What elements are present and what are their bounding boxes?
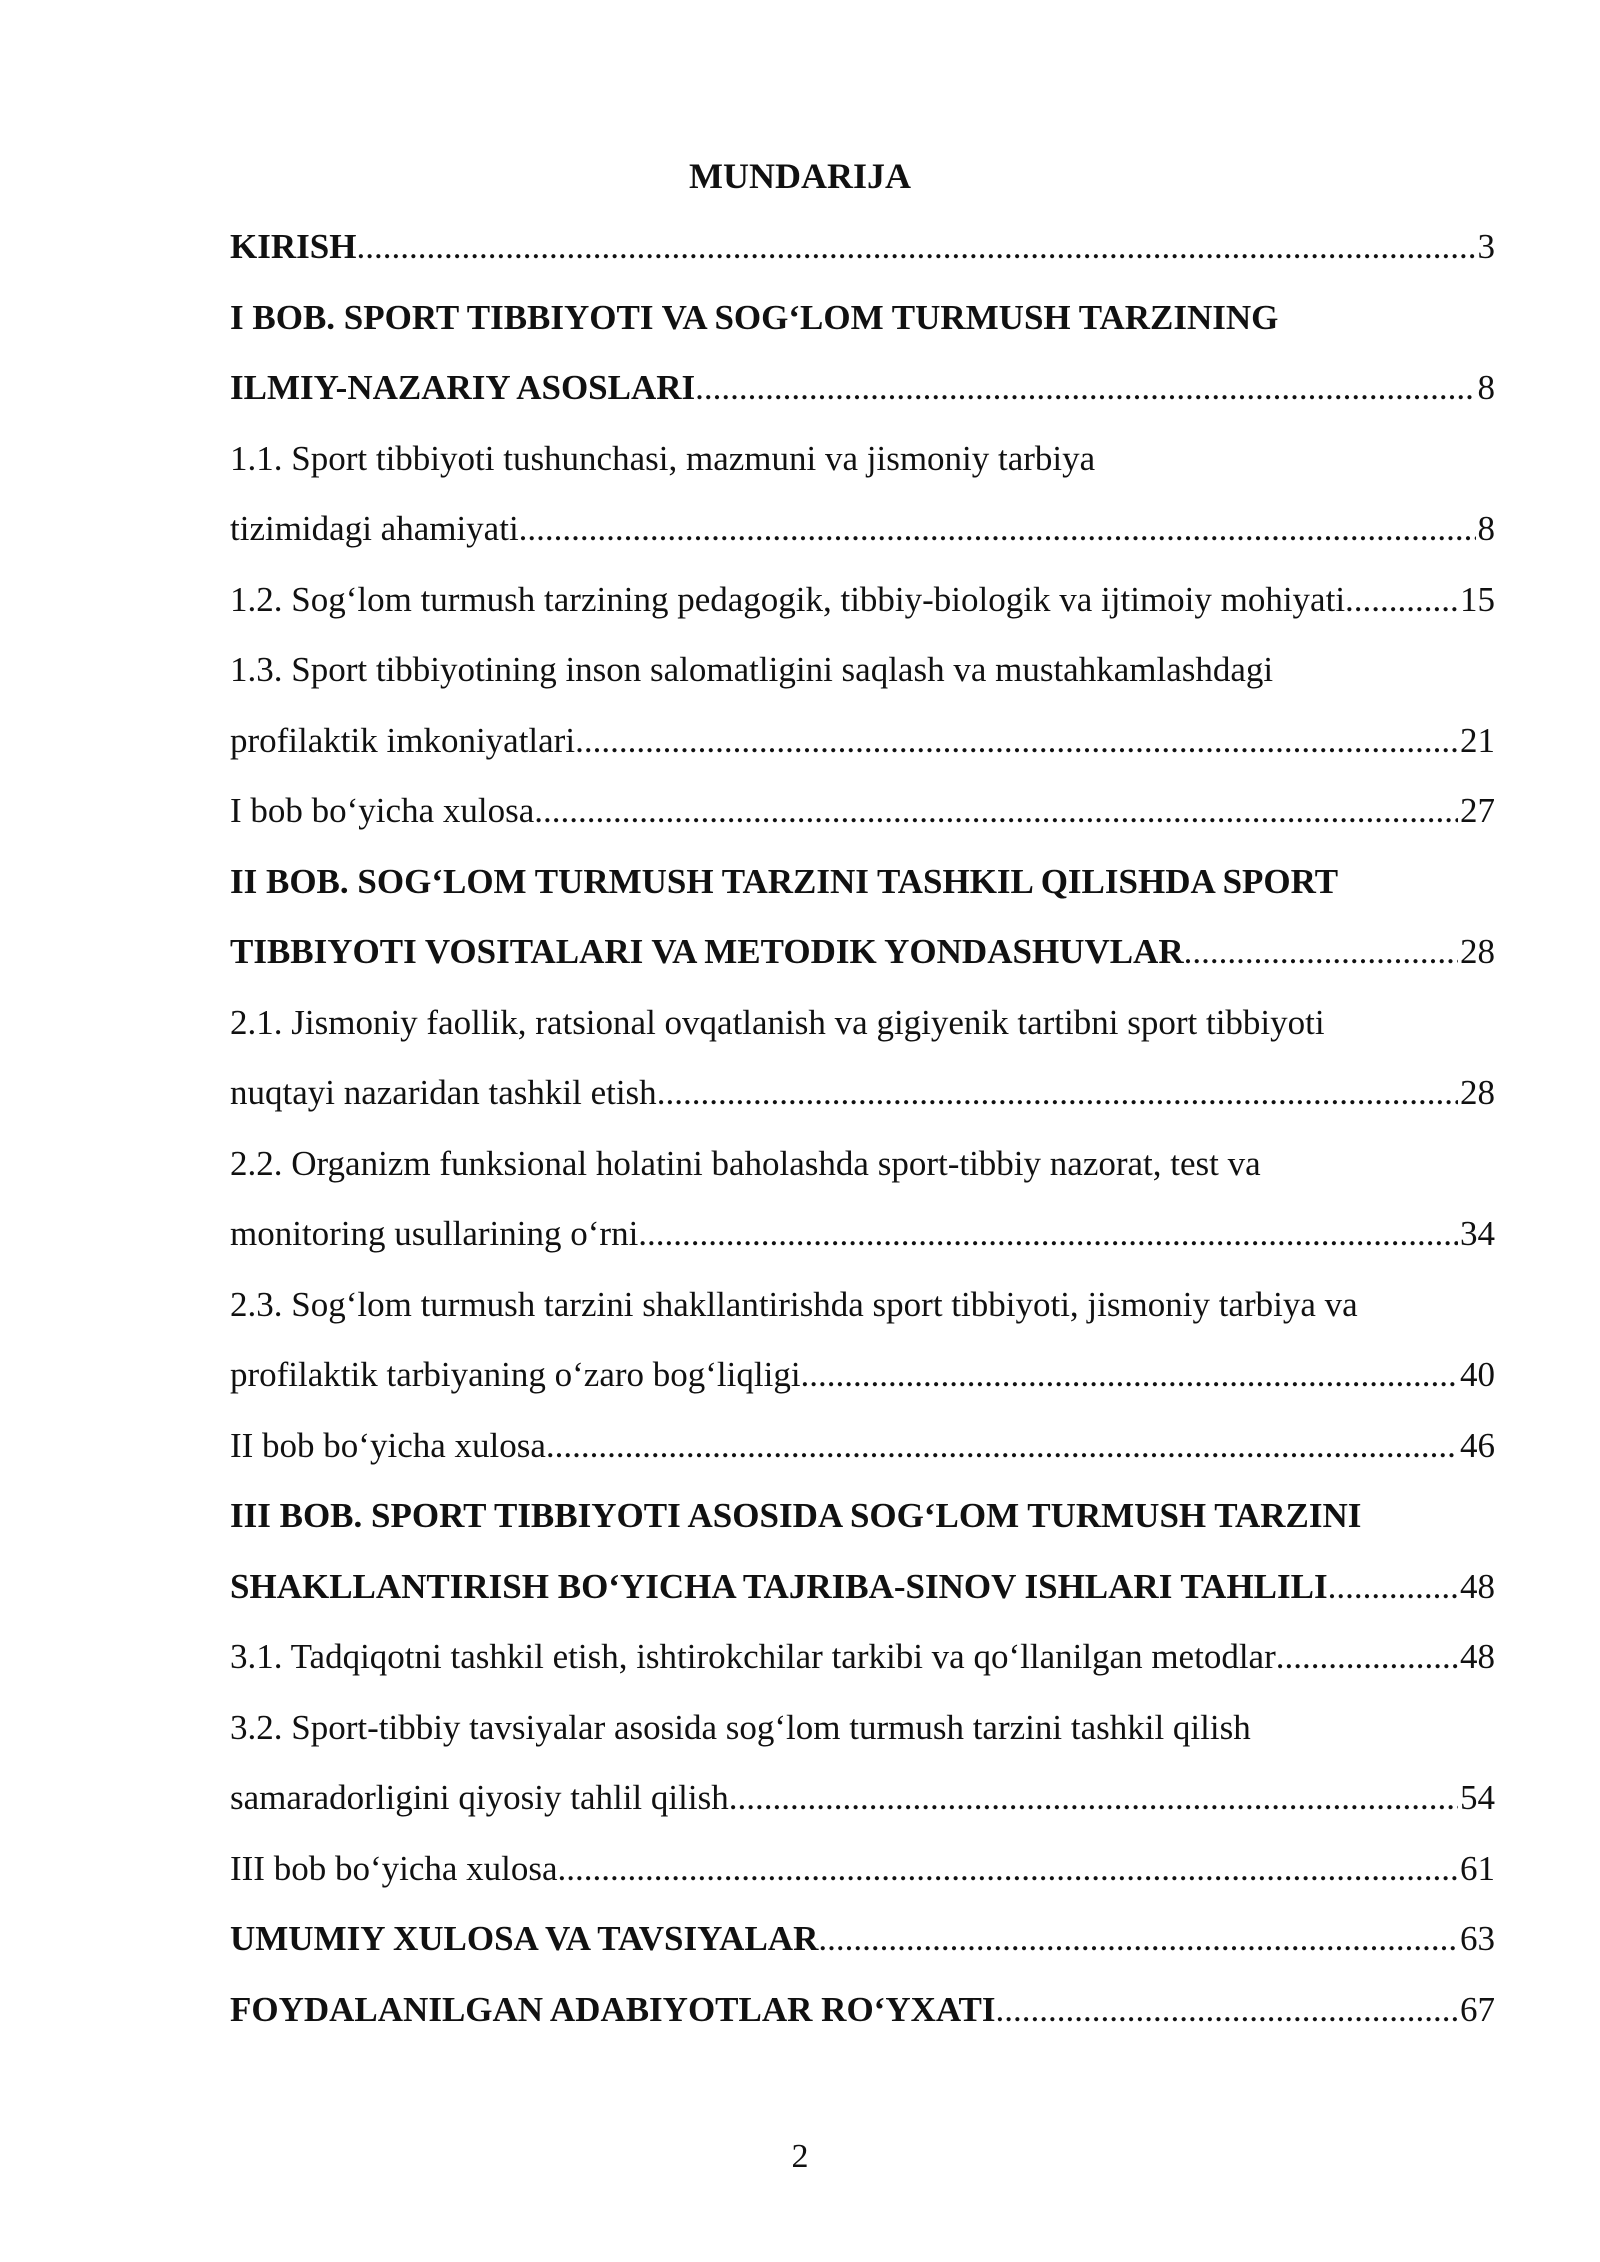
- toc-entry-line: 1.1. Sport tibbiyoti tushunchasi, mazmuni va jismoniy tarbiya: [230, 438, 1096, 478]
- dot-leader: [818, 1904, 1458, 1975]
- toc-entry-line: 2.2. Organizm funksional holatini baholashda sport-tibbiy nazorat, test va: [230, 1143, 1261, 1183]
- toc-entry: [230, 1763, 1495, 1834]
- dot-leader: [657, 1058, 1458, 1129]
- table-of-contents: [230, 212, 1495, 2045]
- toc-entry-title: FOYDALANILGAN ADABIYOTLAR RO‘YXATI: [230, 1989, 996, 2029]
- toc-entry-line: 1.3. Sport tibbiyotining inson salomatligini saqlash va mustahkamlashdagi: [230, 650, 1274, 689]
- toc-entry-page-number: 28: [1460, 1073, 1495, 1112]
- toc-entry-page-number: 15: [1460, 579, 1495, 619]
- toc-entry-title: UMUMIY XULOSA VA TAVSIYALAR: [230, 1919, 819, 1958]
- toc-entry-title: II bob bo‘yicha xulosa: [230, 1425, 546, 1465]
- dot-leader: [801, 1340, 1458, 1411]
- toc-entry-page-number: 46: [1460, 1425, 1495, 1465]
- toc-entry-page-number: 48: [1460, 1566, 1495, 1606]
- dot-leader: [575, 706, 1458, 777]
- dot-leader: [1276, 1622, 1458, 1693]
- toc-entry-page-number: 21: [1460, 720, 1495, 760]
- toc-entry: [230, 212, 1495, 283]
- dot-leader: [1328, 1552, 1458, 1623]
- toc-entry-page-number: 3: [1477, 227, 1495, 266]
- dot-leader: [546, 1411, 1458, 1482]
- toc-entry-line: I BOB. SPORT TIBBIYOTI VA SOG‘LOM TURMUSH TARZINING: [230, 297, 1279, 337]
- toc-entry: [230, 353, 1495, 424]
- dot-leader: [519, 494, 1476, 565]
- toc-entry-title: nuqtayi nazaridan tashkil etish: [230, 1073, 657, 1112]
- dot-leader: [1184, 917, 1458, 988]
- dot-leader: [729, 1763, 1458, 1834]
- toc-entry-title: ILMIY-NAZARIY ASOSLARI: [230, 368, 696, 407]
- toc-entry-title: profilaktik imkoniyatlari: [230, 720, 576, 760]
- toc-entry-title: samaradorligini qiyosiy tahlil qilish: [230, 1778, 729, 1817]
- toc-entry-line: 2.1. Jismoniy faollik, ratsional ovqatlanish va gigiyenik tartibni sport tibbiyoti: [230, 1002, 1325, 1042]
- toc-entry: [230, 494, 1495, 565]
- toc-entry-line: II BOB. SOG‘LOM TURMUSH TARZINI TASHKIL QILISHDA SPORT: [230, 861, 1339, 901]
- toc-entry-title: SHAKLLANTIRISH BO‘YICHA TAJRIBA-SINOV ISHLARI TAHLILI: [230, 1566, 1328, 1606]
- toc-entry-title: profilaktik tarbiyaning o‘zaro bog‘liqligi: [230, 1355, 801, 1394]
- toc-entry-title: 3.1. Tadqiqotni tashkil etish, ishtirokchilar tarkibi va qo‘llanilgan metodlar: [230, 1637, 1276, 1676]
- toc-entry-page-number: 27: [1460, 791, 1495, 830]
- toc-entry-page-number: 67: [1460, 1989, 1495, 2029]
- toc-entry-title: TIBBIYOTI VOSITALARI VA METODIK YONDASHUVLAR: [230, 932, 1184, 971]
- toc-entry: [230, 1834, 1495, 1905]
- dot-leader: [534, 776, 1458, 847]
- toc-entry-title: KIRISH: [230, 227, 357, 266]
- toc-entry: [230, 1411, 1495, 1482]
- dot-leader: [695, 353, 1475, 424]
- toc-entry: [230, 1904, 1495, 1975]
- toc-entry-page-number: 34: [1460, 1214, 1495, 1253]
- toc-entry: [230, 1622, 1495, 1693]
- toc-entry: [230, 565, 1495, 636]
- page-number: 2: [791, 2138, 809, 2175]
- toc-entry-page-number: 61: [1460, 1848, 1495, 1888]
- toc-entry: [230, 1975, 1495, 2046]
- toc-entry: [230, 1552, 1495, 1623]
- toc-entry: [230, 776, 1495, 847]
- toc-entry-title: tizimidagi ahamiyati: [230, 509, 519, 548]
- toc-entry: [230, 706, 1495, 777]
- toc-entry-page-number: 54: [1460, 1778, 1495, 1817]
- toc-entry-title: 1.2. Sog‘lom turmush tarzining pedagogik, tibbiy-biologik va ijtimoiy mohiyati: [230, 579, 1346, 619]
- dot-leader: [558, 1834, 1458, 1905]
- toc-entry: [230, 1199, 1495, 1270]
- dot-leader: [1345, 565, 1458, 636]
- toc-entry-line: III BOB. SPORT TIBBIYOTI ASOSIDA SOG‘LOM TURMUSH TARZINI: [230, 1496, 1362, 1535]
- dot-leader: [996, 1975, 1458, 2046]
- toc-entry-page-number: 8: [1477, 509, 1495, 548]
- page-title: MUNDARIJA: [689, 156, 911, 196]
- toc-entry-title: I bob bo‘yicha xulosa: [230, 791, 535, 830]
- toc-entry: [230, 917, 1495, 988]
- toc-entry-line: 3.2. Sport-tibbiy tavsiyalar asosida sog‘lom turmush tarzini tashkil qilish: [230, 1707, 1251, 1747]
- toc-entry-page-number: 63: [1460, 1919, 1495, 1958]
- toc-entry-title: monitoring usullarining o‘rni: [230, 1214, 639, 1253]
- dot-leader: [638, 1199, 1458, 1270]
- toc-entry-page-number: 28: [1460, 932, 1495, 971]
- toc-entry: [230, 1340, 1495, 1411]
- toc-entry-line: 2.3. Sog‘lom turmush tarzini shakllantirishda sport tibbiyoti, jismoniy tarbiya va: [230, 1284, 1358, 1324]
- toc-entry-page-number: 8: [1477, 368, 1495, 407]
- dot-leader: [356, 212, 1475, 283]
- toc-entry: [230, 1058, 1495, 1129]
- toc-entry-page-number: 48: [1460, 1637, 1495, 1676]
- toc-entry-page-number: 40: [1460, 1355, 1495, 1394]
- toc-entry-title: III bob bo‘yicha xulosa: [230, 1848, 558, 1888]
